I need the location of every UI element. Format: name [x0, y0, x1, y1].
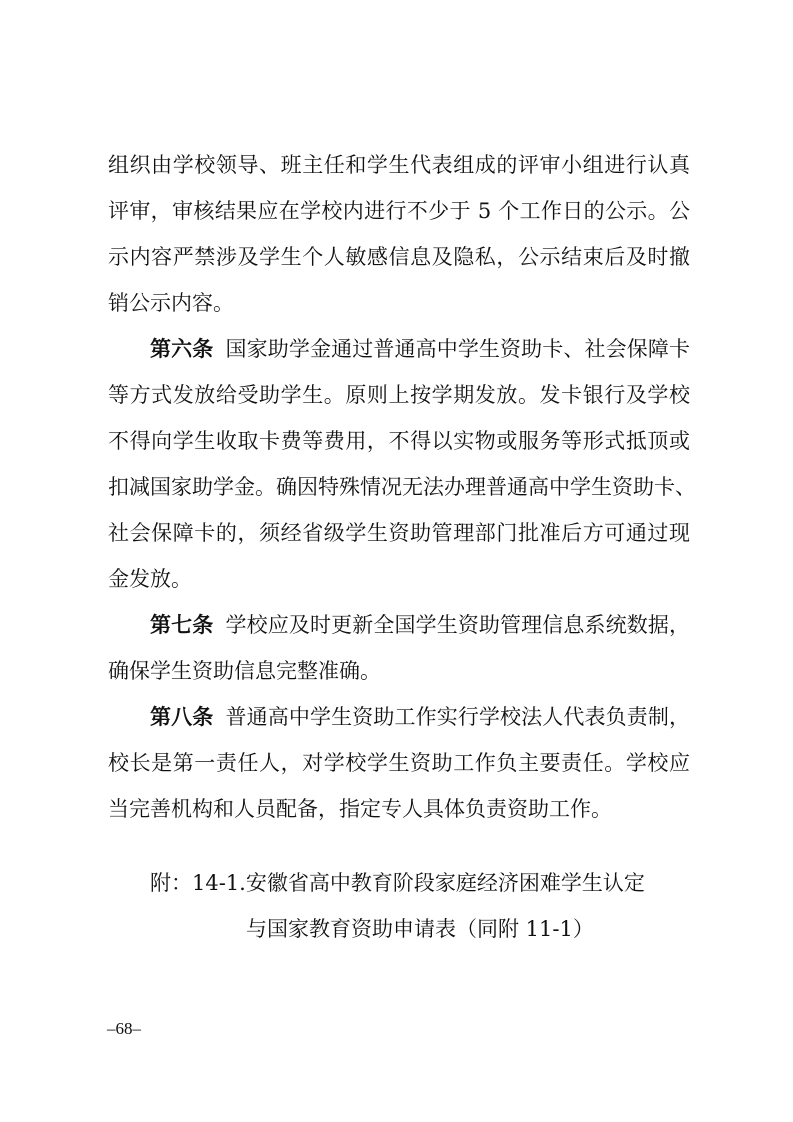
text-line: 校长是第一责任人，对学校学生资助工作负主要责任。学校应	[108, 751, 690, 775]
article-7-first-line	[150, 602, 690, 648]
text-line: 当完善机构和人员配备，指定专人具体负责资助工作。	[108, 797, 612, 821]
page-number: –68–	[107, 1019, 141, 1038]
text-line: 社会保障卡的，须经省级学生资助管理部门批准后方可通过现	[108, 521, 690, 545]
text-line: 扣减国家助学金。确因特殊情况无法办理普通高中学生资助卡、	[108, 475, 696, 499]
text-line: 评审，审核结果应在学校内进行不少于 5 个工作日的公示。公	[108, 199, 690, 223]
text-line: 不得向学生收取卡费等费用，不得以实物或服务等形式抵顶或	[108, 429, 690, 453]
text-line: 确保学生资助信息完整准确。	[108, 659, 381, 683]
text-line: 示内容严禁涉及学生个人敏感信息及隐私，公示结束后及时撤	[108, 245, 690, 269]
appendix-line-2: 与国家教育资助申请表（同附 11-1）	[246, 917, 594, 941]
text-line: 金发放。	[108, 567, 192, 591]
text-line: 组织由学校领导、班主任和学生代表组成的评审小组进行认真	[108, 153, 690, 177]
text-line: 等方式发放给受助学生。原则上按学期发放。发卡银行及学校	[108, 383, 690, 407]
text-line: 国家助学金通过普通高中学生资助卡、社会保障卡	[225, 337, 691, 361]
text-line: 学校应及时更新全国学生资助管理信息系统数据，	[225, 613, 691, 637]
article-8-first-line	[150, 694, 690, 740]
article-heading: 第八条	[150, 704, 214, 729]
text-line: 销公示内容。	[108, 291, 234, 315]
article-6-first-line	[150, 326, 690, 372]
text-line: 普通高中学生资助工作实行学校法人代表负责制，	[225, 705, 691, 729]
appendix-line-1: 附：14-1.安徽省高中教育阶段家庭经济困难学生认定	[150, 871, 645, 895]
article-heading: 第六条	[150, 336, 214, 361]
article-heading: 第七条	[150, 612, 214, 637]
